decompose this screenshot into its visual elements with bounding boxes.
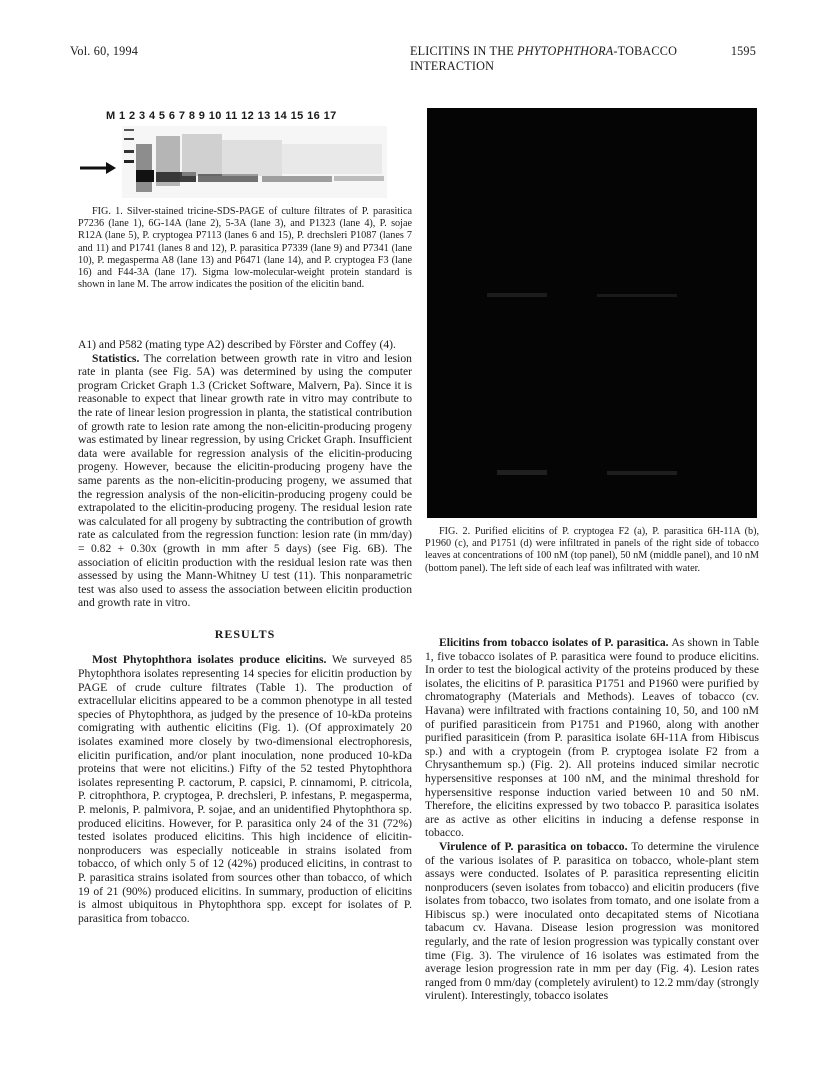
figure2-caption: FIG. 2. Purified elicitins of P. cryptogea F2 (a), P. parasitica 6H-11A (b), P1960 (c), and P1751 (d) were infiltrated in panels of the right side of tobacco leaves at concentrations of 100 nM (top panel), 50 nM (middle panel), and 10 nM (bottom panel). The left side of each leaf was infiltrated with water.: [425, 526, 760, 574]
journal-volume: Vol. 60, 1994: [70, 44, 139, 58]
figure2-caption-block: [425, 526, 759, 575]
elicitins-tobacco-paragraph: Elicitins from tobacco isolates of P. parasitica. As shown in Table 1, five tobacco isolates of P. parasitica were found to produce elicitins. In order to test the biological activity of the proteins produced by these isolates, the elicitins of P. parasitica P1751 and P1960 were purified by chromatography (Materials and Methods). Leaves of tobacco (cv. Havana) were infiltrated with fractions containing 10, 50, and 100 nM of purified parasiticein from P1751 and P1960, along with another purified parasiticein (from P. parasitica isolate 6H-11A from Hibiscus sp.) and with a cryptogein (from P. cryptogea isolate F2 from a Chrysanthemum sp.) (Fig. 2). All proteins induced similar necrotic hypersensitive responses at 100 nM, and the minimal threshold for hypersensitive response induction varied between 10 and 50 nM. Therefore, the elicitins expressed by two tobacco P. parasitica isolates are as active as other elicitins in inducing a defense response in tobacco.: [425, 636, 760, 840]
gel-lane-labels: M 1 2 3 4 5 6 7 8 9 10 11 12 13 14 15 16 17: [106, 110, 337, 122]
figure2-leaf-photo: [427, 108, 757, 518]
most-isolates-paragraph: Most Phytophthora isolates produce elicitins. We surveyed 85 Phytophthora isolates representing 14 species for elicitin production by PAGE of crude culture filtrates (Table 1). The production of extracellular elicitins appeared to be a common phenotype in all tested species of Phytophthora, as judged by the presence of 10-kDa proteins comigrating with authentic elicitins (Fig. 1). (Of approximately 20 isolates examined more closely by two-dimensional electrophoresis, elicitin purification, and/or plant inoculation, none produced 10-kDa proteins that were not elicitins.) Fifty of the 52 tested Phytophthora isolates representing P. cactorum, P. capsici, P. cinnamomi, P. citricola, P. citrophthora, P. cryptogea, P. drechsleri, P. infestans, P. megasperma, P. melonis, P. palmivora, P. sojae, and an unidentified Phytophthora sp. produced elicitins. However, for P. parasitica only 24 of the 31 (72%) tested isolates produced elicitins. This high incidence of elicitin-nonproducers was especially noticeable in strains isolated from tobacco, of which only 5 of 12 (42%) produced elicitins, in contrast to P. parasitica strains isolated from sources other than tobacco, of which 19 of 21 (90%) produced elicitins. In summary, production of elicitins is almost ubiquitous in Phytophthora spp. except for isolates of P. parasitica from tobacco.: [78, 653, 413, 925]
left-column: [78, 338, 412, 925]
virulence-heading: Virulence of P. parasitica on tobacco.: [439, 839, 628, 853]
continued-paragraph: A1) and P582 (mating type A2) described by Förster and Coffey (4).: [78, 338, 396, 351]
running-header: [70, 44, 756, 73]
results-heading: RESULTS: [214, 626, 276, 641]
statistics-heading: Statistics.: [92, 351, 140, 365]
page-number: 1595: [730, 44, 756, 58]
running-title: ELICITINS IN THE PHYTOPHTHORA-TOBACCO INTERACTION: [410, 44, 678, 73]
elicitin-arrow-icon: [78, 160, 118, 176]
most-isolates-heading: Most Phytophthora isolates produce elicitins.: [92, 653, 327, 667]
elicitins-tobacco-heading: Elicitins from tobacco isolates of P. parasitica.: [439, 636, 669, 649]
gel-image: [122, 126, 387, 198]
figure1-caption: FIG. 1. Silver-stained tricine-SDS-PAGE of culture filtrates of P. parasitica P7236 (lane 1), 6G-14A (lane 2), 5-3A (lane 3), and P1323 (lane 4), P. sojae R12A (lane 5), P. cryptogea P7113 (lanes 6 and 15), P. drechsleri P1087 (lanes 7 and 11) and P1741 (lanes 8 and 12), P. parasitica P7339 (lane 9) and P7341 (lane 10), P. megasperma A8 (lane 13) and P6471 (lane 14), and P. cryptogea F3 (lane 16) and F44-3A (lane 17). Sigma low-molecular-weight protein standard is shown in lane M. The arrow indicates the position of the elicitin band.: [78, 206, 413, 291]
figure1-gel: [78, 110, 398, 202]
virulence-paragraph: Virulence of P. parasitica on tobacco. To determine the virulence of the various isolates of P. parasitica on tobacco, whole-plant stem assays were conducted. Isolates of P. parasitica representing elicitin nonproducers (seven isolates from tobacco) and elicitin producers (five isolates from tobacco, two isolates from tomato, and one isolate from a Hibiscus sp.) were inoculated onto decapitated stems of Nicotiana tabacum cv. Havana. Disease lesion progression was monitored regularly, and the rate of lesion progression was typically constant over time (Fig. 3). The virulence of 16 isolates was estimated from the average lesion progression rate in mm per day (Fig. 4). Lesion rates ranged from 0 mm/day (completely avirulent) to 12.2 mm/day (strongly virulent). Interestingly, tobacco isolates: [425, 839, 759, 1003]
figure1-caption-block: [78, 206, 412, 291]
right-column: [425, 636, 759, 1003]
statistics-paragraph: Statistics. The correlation between growth rate in vitro and lesion rate in planta (see Fig. 5A) was determined by using the computer program Cricket Graph 1.3 (Cricket Software, Malvern, Pa). Since it is reasonable to expect that linear growth rate in vitro may contribute to the rate of linear lesion progression in planta, the statistical contribution of growth rate to lesion rate among the non-elicitin-producing progeny was estimated by linear regression, by using Cricket Graph. Insufficient data were available for regression analysis of the elicitin-producing progeny. However, because the elicitin-producing progeny have the same parents as the non-elicitin-producing progeny, we assumed that the regression analysis of the non-elicitin-producing progeny could be extrapolated to the elicitin-producing progeny. The residual lesion rate was calculated for all progeny by subtracting the contribution of growth rate as calculated from the regression function: lesion rate (in mm/day) = 0.82 + 0.30x (growth in mm after 5 days) (see Fig. 6B). The association of elicitin production with the residual lesion rate was then assessed by using the Mann-Whitney U test (11). This nonparametric test was also used to assess the association between elicitin production and growth rate in vitro.: [78, 351, 412, 610]
